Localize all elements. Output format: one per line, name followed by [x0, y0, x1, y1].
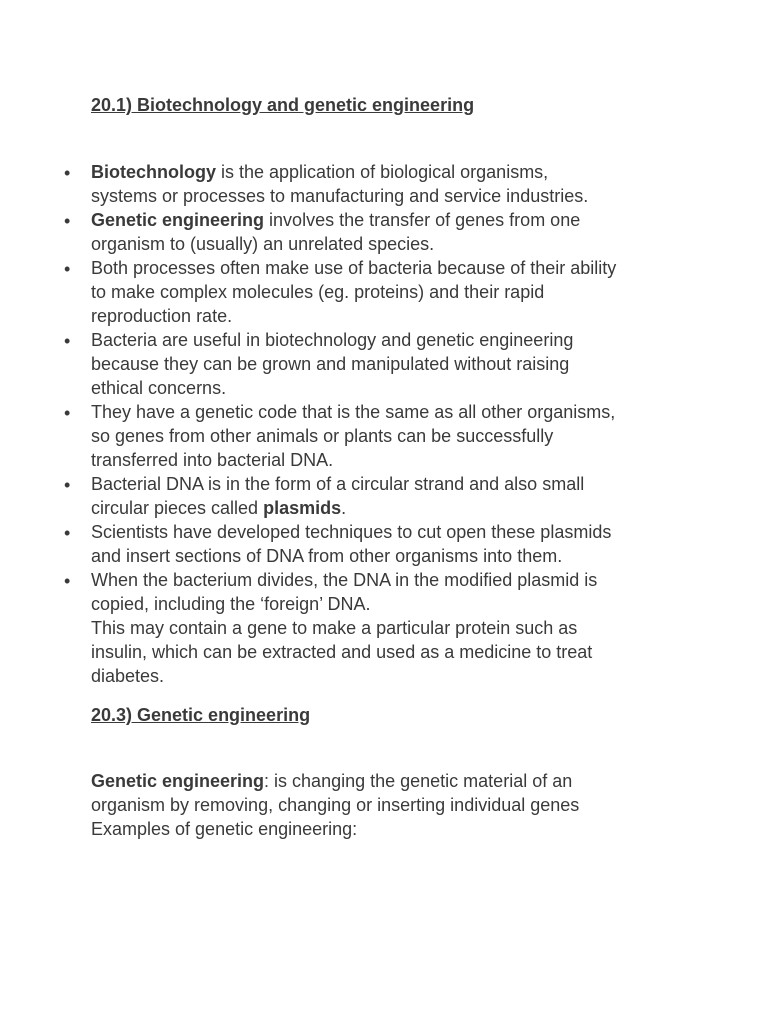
- list-item-text: because they can be grown and manipulated without raising: [91, 354, 570, 374]
- list-item-text: reproduction rate.: [91, 306, 233, 326]
- list-item-text: insulin, which can be extracted and used as a medicine to treat: [91, 642, 593, 662]
- bullet-list: [0, 160, 768, 688]
- list-item-text: and insert sections of DNA from other organisms into them.: [91, 546, 563, 566]
- list-item-text: organism to (usually) an unrelated species.: [91, 234, 435, 254]
- list-item-text: so genes from other animals or plants can be successfully: [91, 426, 554, 446]
- list-item-text: is the application of biological organisms,: [216, 162, 549, 182]
- list-item: [0, 328, 691, 400]
- key-term: Genetic engineering: [91, 771, 265, 791]
- list-item-text: copied, including the ‘foreign’ DNA.: [91, 594, 371, 614]
- list-item-text: .: [341, 498, 347, 518]
- list-item: [0, 472, 691, 520]
- list-item: [0, 160, 691, 208]
- list-item-text: Scientists have developed techniques to cut open these plasmids: [91, 522, 612, 542]
- definition-text: : is changing the genetic material of an: [264, 771, 573, 791]
- list-item-text: They have a genetic code that is the same as all other organisms,: [91, 402, 616, 422]
- list-item: [0, 256, 691, 328]
- list-item: [0, 568, 691, 688]
- bullet-marker: •: [64, 163, 71, 183]
- section-heading-biotech: 20.1) Biotechnology and genetic engineering: [91, 95, 475, 115]
- list-item-text: Bacterial DNA is in the form of a circular strand and also small: [91, 474, 585, 494]
- examples-label: Examples of genetic engineering:: [91, 819, 358, 839]
- key-term: Biotechnology: [91, 162, 216, 182]
- list-item-text: systems or processes to manufacturing and service industries.: [91, 186, 589, 206]
- bullet-marker: •: [64, 475, 71, 495]
- list-item-text: involves the transfer of genes from one: [264, 210, 581, 230]
- list-item: [0, 400, 691, 472]
- section-heading-genetic-engineering: 20.3) Genetic engineering: [91, 705, 311, 725]
- bullet-marker: •: [64, 211, 71, 231]
- list-item-text: Bacteria are useful in biotechnology and genetic engineering: [91, 330, 574, 350]
- key-term: Genetic engineering: [91, 210, 265, 230]
- list-item-text: diabetes.: [91, 666, 165, 686]
- list-item: [0, 520, 691, 568]
- bullet-marker: •: [64, 259, 71, 279]
- list-item-text: transferred into bacterial DNA.: [91, 450, 334, 470]
- key-term: plasmids: [263, 498, 342, 518]
- list-item-text: When the bacterium divides, the DNA in the modified plasmid is: [91, 570, 598, 590]
- list-item: [0, 208, 691, 256]
- definition-text: organism by removing, changing or inserting individual genes: [91, 795, 580, 815]
- list-item-text: This may contain a gene to make a particular protein such as: [91, 618, 578, 638]
- definition-block: [91, 769, 731, 841]
- bullet-marker: •: [64, 571, 71, 591]
- list-item-text: circular pieces called: [91, 498, 264, 518]
- list-item-text: Both processes often make use of bacteria because of their ability: [91, 258, 617, 278]
- list-item-text: ethical concerns.: [91, 378, 227, 398]
- bullet-marker: •: [64, 523, 71, 543]
- list-item-text: to make complex molecules (eg. proteins) and their rapid: [91, 282, 545, 302]
- bullet-marker: •: [64, 403, 71, 423]
- bullet-marker: •: [64, 331, 71, 351]
